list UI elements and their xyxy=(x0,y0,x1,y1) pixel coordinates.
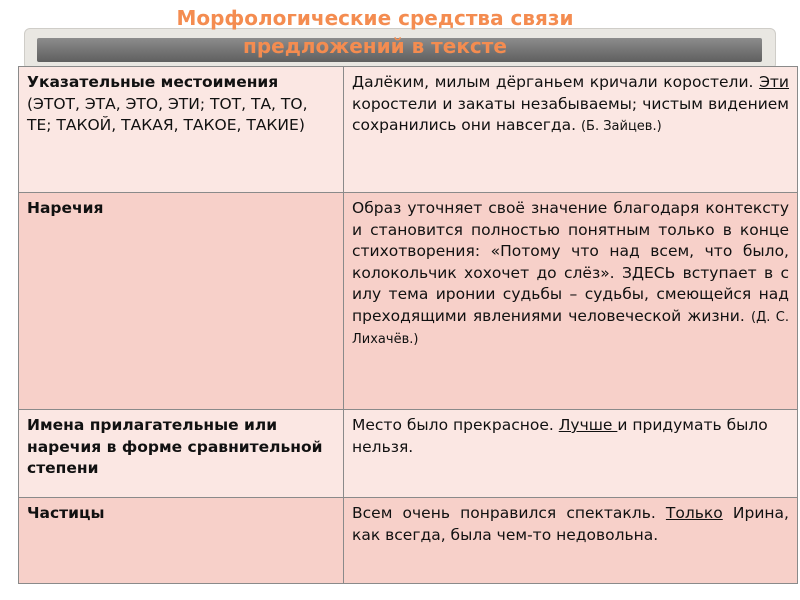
example-text: Место было прекрасное. xyxy=(352,416,559,434)
category-details: (ЭТОТ, ЭТА, ЭТО, ЭТИ; ТОТ, ТА, ТО, ТЕ; ТАКОЙ, ТАКАЯ, ТАКОЕ, ТАКИЕ) xyxy=(27,94,308,134)
category-cell xyxy=(19,410,344,498)
category-cell xyxy=(19,498,344,584)
table-row xyxy=(19,498,798,584)
category-cell xyxy=(19,67,344,193)
connection-means-table xyxy=(18,66,798,584)
example-cell xyxy=(344,193,798,410)
source-attribution: (Б. Зайцев.) xyxy=(580,119,662,134)
underlined-word: Лучше xyxy=(558,416,618,434)
example-cell xyxy=(344,498,798,584)
slide-title xyxy=(0,4,750,60)
example-cell xyxy=(344,67,798,193)
title-line-1: Морфологические средства связи xyxy=(176,6,574,30)
source-attribution: (Д. С. Лихачёв.) xyxy=(352,309,790,347)
category-name: Частицы xyxy=(27,504,105,522)
table-row xyxy=(19,193,798,410)
table-row xyxy=(19,67,798,193)
example-text: Далёким, милым дёрганьем кричали коростели. xyxy=(352,73,760,91)
underlined-word: Эти xyxy=(759,73,789,91)
example-text: Ирина, как всегда, была чем-то недовольна. xyxy=(352,504,789,544)
category-name: Наречия xyxy=(27,199,104,217)
example-text: Образ уточняет своё значение благодаря контексту и становится полностью понятным только в конце стихотворения: «Потому что над всем, что было, колокольчик хохочет до слёз». ЗДЕСЬ вступает в с илу тема иронии судьбы – судьбы, смеющейся над преходящими явлениями человеческой жизни. xyxy=(352,199,789,325)
underlined-word: Только xyxy=(665,504,723,522)
category-name: Указательные местоимения xyxy=(27,73,279,91)
example-text: коростели и закаты незабываемы; чистым видением сохранились они навсегда. xyxy=(352,94,789,134)
example-text: Всем очень понравился спектакль. xyxy=(352,504,666,522)
example-cell xyxy=(344,410,798,498)
title-line-2: предложений в тексте xyxy=(243,34,507,58)
category-name: Имена прилагательные или наречия в форме сравнительной степени xyxy=(27,416,323,477)
category-cell xyxy=(19,193,344,410)
table-row xyxy=(19,410,798,498)
example-text: и придумать было нельзя. xyxy=(352,416,768,456)
